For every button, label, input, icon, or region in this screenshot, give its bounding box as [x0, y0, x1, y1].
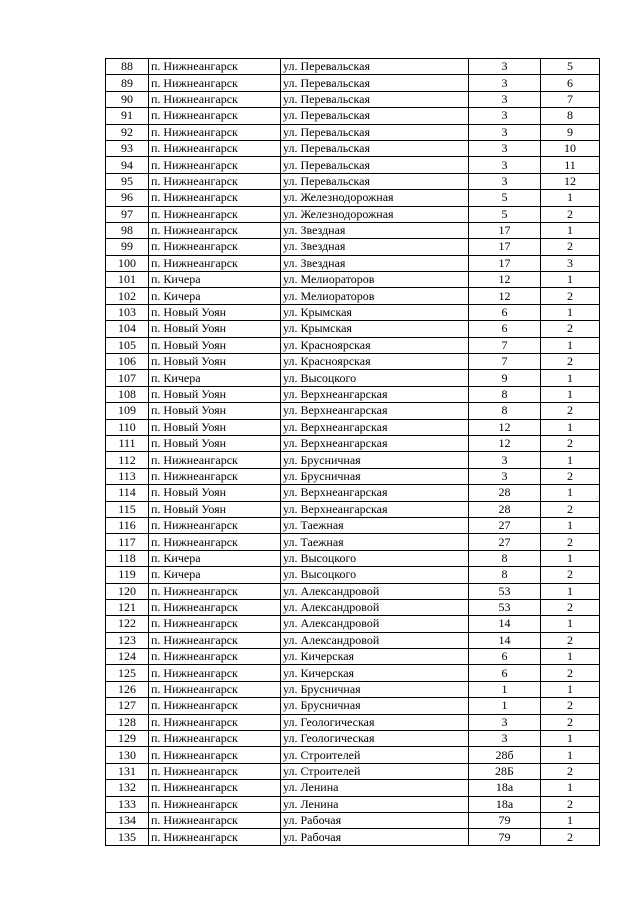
row-number-cell: 93 — [106, 140, 149, 156]
row-number-cell: 125 — [106, 665, 149, 681]
house-number-cell: 3 — [469, 452, 541, 468]
row-number-cell: 122 — [106, 616, 149, 632]
table-row — [106, 616, 600, 632]
apartment-number-cell: 11 — [541, 157, 600, 173]
row-number-cell: 110 — [106, 419, 149, 435]
house-number-cell: 18а — [469, 780, 541, 796]
row-number-cell: 100 — [106, 255, 149, 271]
settlement-cell: п. Кичера — [149, 567, 281, 583]
settlement-cell: п. Нижнеангарск — [149, 698, 281, 714]
row-number-cell: 134 — [106, 812, 149, 828]
house-number-cell: 28Б — [469, 763, 541, 779]
table-row — [106, 419, 600, 435]
street-cell: ул. Перевальская — [281, 140, 469, 156]
table-row — [106, 124, 600, 140]
house-number-cell: 14 — [469, 616, 541, 632]
table-row — [106, 731, 600, 747]
row-number-cell: 132 — [106, 780, 149, 796]
street-cell: ул. Александровой — [281, 583, 469, 599]
row-number-cell: 123 — [106, 632, 149, 648]
house-number-cell: 18а — [469, 796, 541, 812]
street-cell: ул. Верхнеангарская — [281, 501, 469, 517]
apartment-number-cell: 2 — [541, 567, 600, 583]
table-row — [106, 222, 600, 238]
settlement-cell: п. Нижнеангарск — [149, 796, 281, 812]
street-cell: ул. Рабочая — [281, 812, 469, 828]
row-number-cell: 95 — [106, 173, 149, 189]
apartment-number-cell: 1 — [541, 485, 600, 501]
street-cell: ул. Мелиораторов — [281, 288, 469, 304]
table-row — [106, 829, 600, 845]
street-cell: ул. Брусничная — [281, 681, 469, 697]
table-row — [106, 337, 600, 353]
house-number-cell: 53 — [469, 599, 541, 615]
street-cell: ул. Красноярская — [281, 354, 469, 370]
settlement-cell: п. Нижнеангарск — [149, 747, 281, 763]
street-cell: ул. Перевальская — [281, 157, 469, 173]
settlement-cell: п. Нижнеангарск — [149, 124, 281, 140]
settlement-cell: п. Новый Уоян — [149, 386, 281, 402]
table-row — [106, 583, 600, 599]
street-cell: ул. Верхнеангарская — [281, 386, 469, 402]
house-number-cell: 5 — [469, 190, 541, 206]
settlement-cell: п. Нижнеангарск — [149, 206, 281, 222]
settlement-cell: п. Нижнеангарск — [149, 452, 281, 468]
row-number-cell: 131 — [106, 763, 149, 779]
address-table-body — [106, 59, 600, 846]
table-row — [106, 386, 600, 402]
settlement-cell: п. Новый Уоян — [149, 485, 281, 501]
table-row — [106, 550, 600, 566]
house-number-cell: 17 — [469, 222, 541, 238]
row-number-cell: 92 — [106, 124, 149, 140]
apartment-number-cell: 1 — [541, 452, 600, 468]
street-cell: ул. Кичерская — [281, 665, 469, 681]
table-row — [106, 632, 600, 648]
table-row — [106, 517, 600, 533]
street-cell: ул. Перевальская — [281, 124, 469, 140]
house-number-cell: 27 — [469, 517, 541, 533]
street-cell: ул. Брусничная — [281, 698, 469, 714]
apartment-number-cell: 3 — [541, 255, 600, 271]
apartment-number-cell: 1 — [541, 583, 600, 599]
street-cell: ул. Ленина — [281, 780, 469, 796]
settlement-cell: п. Нижнеангарск — [149, 731, 281, 747]
street-cell: ул. Высоцкого — [281, 567, 469, 583]
apartment-number-cell: 2 — [541, 763, 600, 779]
row-number-cell: 119 — [106, 567, 149, 583]
street-cell: ул. Звездная — [281, 255, 469, 271]
apartment-number-cell: 1 — [541, 304, 600, 320]
table-row — [106, 780, 600, 796]
settlement-cell: п. Кичера — [149, 370, 281, 386]
house-number-cell: 28 — [469, 485, 541, 501]
table-row — [106, 435, 600, 451]
street-cell: ул. Высоцкого — [281, 370, 469, 386]
row-number-cell: 105 — [106, 337, 149, 353]
table-row — [106, 665, 600, 681]
settlement-cell: п. Новый Уоян — [149, 501, 281, 517]
settlement-cell: п. Нижнеангарск — [149, 255, 281, 271]
house-number-cell: 12 — [469, 419, 541, 435]
street-cell: ул. Железнодорожная — [281, 190, 469, 206]
row-number-cell: 107 — [106, 370, 149, 386]
table-row — [106, 272, 600, 288]
table-row — [106, 796, 600, 812]
table-row — [106, 534, 600, 550]
house-number-cell: 53 — [469, 583, 541, 599]
table-row — [106, 468, 600, 484]
settlement-cell: п. Нижнеангарск — [149, 157, 281, 173]
street-cell: ул. Строителей — [281, 763, 469, 779]
apartment-number-cell: 1 — [541, 747, 600, 763]
house-number-cell: 8 — [469, 550, 541, 566]
settlement-cell: п. Нижнеангарск — [149, 583, 281, 599]
row-number-cell: 135 — [106, 829, 149, 845]
apartment-number-cell: 1 — [541, 272, 600, 288]
street-cell: ул. Перевальская — [281, 108, 469, 124]
street-cell: ул. Перевальская — [281, 75, 469, 91]
row-number-cell: 96 — [106, 190, 149, 206]
house-number-cell: 3 — [469, 731, 541, 747]
apartment-number-cell: 6 — [541, 75, 600, 91]
house-number-cell: 27 — [469, 534, 541, 550]
row-number-cell: 90 — [106, 91, 149, 107]
apartment-number-cell: 2 — [541, 665, 600, 681]
settlement-cell: п. Нижнеангарск — [149, 665, 281, 681]
table-row — [106, 304, 600, 320]
row-number-cell: 130 — [106, 747, 149, 763]
apartment-number-cell: 2 — [541, 403, 600, 419]
settlement-cell: п. Нижнеангарск — [149, 780, 281, 796]
settlement-cell: п. Нижнеангарск — [149, 173, 281, 189]
apartment-number-cell: 1 — [541, 222, 600, 238]
settlement-cell: п. Нижнеангарск — [149, 681, 281, 697]
settlement-cell: п. Кичера — [149, 550, 281, 566]
apartment-number-cell: 1 — [541, 681, 600, 697]
house-number-cell: 79 — [469, 829, 541, 845]
street-cell: ул. Брусничная — [281, 452, 469, 468]
house-number-cell: 6 — [469, 665, 541, 681]
row-number-cell: 116 — [106, 517, 149, 533]
row-number-cell: 88 — [106, 59, 149, 75]
settlement-cell: п. Нижнеангарск — [149, 517, 281, 533]
apartment-number-cell: 2 — [541, 829, 600, 845]
apartment-number-cell: 1 — [541, 517, 600, 533]
apartment-number-cell: 8 — [541, 108, 600, 124]
table-row — [106, 501, 600, 517]
row-number-cell: 109 — [106, 403, 149, 419]
table-row — [106, 255, 600, 271]
street-cell: ул. Железнодорожная — [281, 206, 469, 222]
apartment-number-cell: 1 — [541, 780, 600, 796]
table-row — [106, 321, 600, 337]
apartment-number-cell: 2 — [541, 534, 600, 550]
house-number-cell: 3 — [469, 173, 541, 189]
street-cell: ул. Мелиораторов — [281, 272, 469, 288]
apartment-number-cell: 2 — [541, 501, 600, 517]
settlement-cell: п. Кичера — [149, 288, 281, 304]
street-cell: ул. Александровой — [281, 632, 469, 648]
row-number-cell: 97 — [106, 206, 149, 222]
apartment-number-cell: 2 — [541, 599, 600, 615]
row-number-cell: 114 — [106, 485, 149, 501]
street-cell: ул. Строителей — [281, 747, 469, 763]
settlement-cell: п. Новый Уоян — [149, 354, 281, 370]
street-cell: ул. Александровой — [281, 599, 469, 615]
apartment-number-cell: 2 — [541, 321, 600, 337]
apartment-number-cell: 2 — [541, 698, 600, 714]
house-number-cell: 1 — [469, 681, 541, 697]
street-cell: ул. Звездная — [281, 222, 469, 238]
table-row — [106, 747, 600, 763]
row-number-cell: 133 — [106, 796, 149, 812]
house-number-cell: 3 — [469, 75, 541, 91]
settlement-cell: п. Новый Уоян — [149, 435, 281, 451]
settlement-cell: п. Нижнеангарск — [149, 140, 281, 156]
table-row — [106, 91, 600, 107]
row-number-cell: 106 — [106, 354, 149, 370]
row-number-cell: 108 — [106, 386, 149, 402]
row-number-cell: 103 — [106, 304, 149, 320]
street-cell: ул. Звездная — [281, 239, 469, 255]
apartment-number-cell: 12 — [541, 173, 600, 189]
settlement-cell: п. Новый Уоян — [149, 337, 281, 353]
house-number-cell: 17 — [469, 255, 541, 271]
settlement-cell: п. Нижнеангарск — [149, 222, 281, 238]
apartment-number-cell: 1 — [541, 812, 600, 828]
table-row — [106, 698, 600, 714]
house-number-cell: 8 — [469, 403, 541, 419]
table-row — [106, 649, 600, 665]
apartment-number-cell: 1 — [541, 337, 600, 353]
settlement-cell: п. Нижнеангарск — [149, 632, 281, 648]
house-number-cell: 3 — [469, 468, 541, 484]
settlement-cell: п. Новый Уоян — [149, 419, 281, 435]
street-cell: ул. Ленина — [281, 796, 469, 812]
settlement-cell: п. Нижнеангарск — [149, 59, 281, 75]
table-row — [106, 173, 600, 189]
apartment-number-cell: 1 — [541, 550, 600, 566]
table-row — [106, 288, 600, 304]
apartment-number-cell: 2 — [541, 714, 600, 730]
table-row — [106, 370, 600, 386]
house-number-cell: 9 — [469, 370, 541, 386]
row-number-cell: 115 — [106, 501, 149, 517]
settlement-cell: п. Нижнеангарск — [149, 239, 281, 255]
table-row — [106, 714, 600, 730]
house-number-cell: 3 — [469, 140, 541, 156]
house-number-cell: 3 — [469, 714, 541, 730]
house-number-cell: 7 — [469, 354, 541, 370]
street-cell: ул. Рабочая — [281, 829, 469, 845]
house-number-cell: 17 — [469, 239, 541, 255]
street-cell: ул. Верхнеангарская — [281, 485, 469, 501]
settlement-cell: п. Нижнеангарск — [149, 714, 281, 730]
settlement-cell: п. Нижнеангарск — [149, 616, 281, 632]
table-row — [106, 763, 600, 779]
house-number-cell: 6 — [469, 649, 541, 665]
row-number-cell: 112 — [106, 452, 149, 468]
house-number-cell: 8 — [469, 386, 541, 402]
street-cell: ул. Крымская — [281, 321, 469, 337]
table-row — [106, 452, 600, 468]
settlement-cell: п. Нижнеангарск — [149, 534, 281, 550]
apartment-number-cell: 1 — [541, 370, 600, 386]
row-number-cell: 101 — [106, 272, 149, 288]
apartment-number-cell: 2 — [541, 796, 600, 812]
row-number-cell: 94 — [106, 157, 149, 173]
row-number-cell: 121 — [106, 599, 149, 615]
settlement-cell: п. Нижнеангарск — [149, 468, 281, 484]
address-table — [105, 58, 600, 846]
house-number-cell: 3 — [469, 91, 541, 107]
street-cell: ул. Таежная — [281, 517, 469, 533]
street-cell: ул. Перевальская — [281, 91, 469, 107]
table-row — [106, 681, 600, 697]
house-number-cell: 3 — [469, 59, 541, 75]
street-cell: ул. Перевальская — [281, 59, 469, 75]
table-row — [106, 485, 600, 501]
street-cell: ул. Брусничная — [281, 468, 469, 484]
house-number-cell: 28б — [469, 747, 541, 763]
street-cell: ул. Геологическая — [281, 731, 469, 747]
house-number-cell: 3 — [469, 124, 541, 140]
settlement-cell: п. Нижнеангарск — [149, 190, 281, 206]
street-cell: ул. Кичерская — [281, 649, 469, 665]
row-number-cell: 99 — [106, 239, 149, 255]
house-number-cell: 28 — [469, 501, 541, 517]
apartment-number-cell: 1 — [541, 616, 600, 632]
row-number-cell: 104 — [106, 321, 149, 337]
row-number-cell: 128 — [106, 714, 149, 730]
house-number-cell: 12 — [469, 272, 541, 288]
table-row — [106, 599, 600, 615]
row-number-cell: 120 — [106, 583, 149, 599]
table-row — [106, 108, 600, 124]
house-number-cell: 5 — [469, 206, 541, 222]
house-number-cell: 1 — [469, 698, 541, 714]
house-number-cell: 7 — [469, 337, 541, 353]
row-number-cell: 102 — [106, 288, 149, 304]
street-cell: ул. Александровой — [281, 616, 469, 632]
settlement-cell: п. Новый Уоян — [149, 321, 281, 337]
row-number-cell: 117 — [106, 534, 149, 550]
settlement-cell: п. Нижнеангарск — [149, 763, 281, 779]
apartment-number-cell: 2 — [541, 435, 600, 451]
row-number-cell: 118 — [106, 550, 149, 566]
apartment-number-cell: 1 — [541, 731, 600, 747]
street-cell: ул. Крымская — [281, 304, 469, 320]
table-row — [106, 567, 600, 583]
row-number-cell: 89 — [106, 75, 149, 91]
street-cell: ул. Верхнеангарская — [281, 435, 469, 451]
table-row — [106, 75, 600, 91]
apartment-number-cell: 2 — [541, 468, 600, 484]
house-number-cell: 6 — [469, 321, 541, 337]
table-row — [106, 190, 600, 206]
settlement-cell: п. Нижнеангарск — [149, 599, 281, 615]
table-row — [106, 403, 600, 419]
house-number-cell: 12 — [469, 435, 541, 451]
settlement-cell: п. Кичера — [149, 272, 281, 288]
settlement-cell: п. Нижнеангарск — [149, 75, 281, 91]
house-number-cell: 79 — [469, 812, 541, 828]
street-cell: ул. Красноярская — [281, 337, 469, 353]
house-number-cell: 3 — [469, 157, 541, 173]
table-row — [106, 812, 600, 828]
table-row — [106, 157, 600, 173]
settlement-cell: п. Нижнеангарск — [149, 829, 281, 845]
street-cell: ул. Высоцкого — [281, 550, 469, 566]
apartment-number-cell: 2 — [541, 632, 600, 648]
street-cell: ул. Верхнеангарская — [281, 403, 469, 419]
apartment-number-cell: 10 — [541, 140, 600, 156]
street-cell: ул. Перевальская — [281, 173, 469, 189]
table-row — [106, 239, 600, 255]
settlement-cell: п. Новый Уоян — [149, 403, 281, 419]
apartment-number-cell: 2 — [541, 354, 600, 370]
apartment-number-cell: 9 — [541, 124, 600, 140]
house-number-cell: 12 — [469, 288, 541, 304]
row-number-cell: 129 — [106, 731, 149, 747]
table-row — [106, 354, 600, 370]
settlement-cell: п. Нижнеангарск — [149, 812, 281, 828]
row-number-cell: 91 — [106, 108, 149, 124]
table-row — [106, 206, 600, 222]
settlement-cell: п. Новый Уоян — [149, 304, 281, 320]
settlement-cell: п. Нижнеангарск — [149, 649, 281, 665]
house-number-cell: 14 — [469, 632, 541, 648]
table-row — [106, 59, 600, 75]
street-cell: ул. Таежная — [281, 534, 469, 550]
street-cell: ул. Геологическая — [281, 714, 469, 730]
house-number-cell: 8 — [469, 567, 541, 583]
apartment-number-cell: 5 — [541, 59, 600, 75]
apartment-number-cell: 2 — [541, 288, 600, 304]
apartment-number-cell: 2 — [541, 239, 600, 255]
row-number-cell: 113 — [106, 468, 149, 484]
table-row — [106, 140, 600, 156]
row-number-cell: 126 — [106, 681, 149, 697]
house-number-cell: 6 — [469, 304, 541, 320]
apartment-number-cell: 2 — [541, 206, 600, 222]
apartment-number-cell: 1 — [541, 649, 600, 665]
row-number-cell: 124 — [106, 649, 149, 665]
settlement-cell: п. Нижнеангарск — [149, 108, 281, 124]
settlement-cell: п. Нижнеангарск — [149, 91, 281, 107]
house-number-cell: 3 — [469, 108, 541, 124]
apartment-number-cell: 1 — [541, 386, 600, 402]
apartment-number-cell: 1 — [541, 419, 600, 435]
apartment-number-cell: 7 — [541, 91, 600, 107]
row-number-cell: 111 — [106, 435, 149, 451]
row-number-cell: 98 — [106, 222, 149, 238]
row-number-cell: 127 — [106, 698, 149, 714]
street-cell: ул. Верхнеангарская — [281, 419, 469, 435]
apartment-number-cell: 1 — [541, 190, 600, 206]
